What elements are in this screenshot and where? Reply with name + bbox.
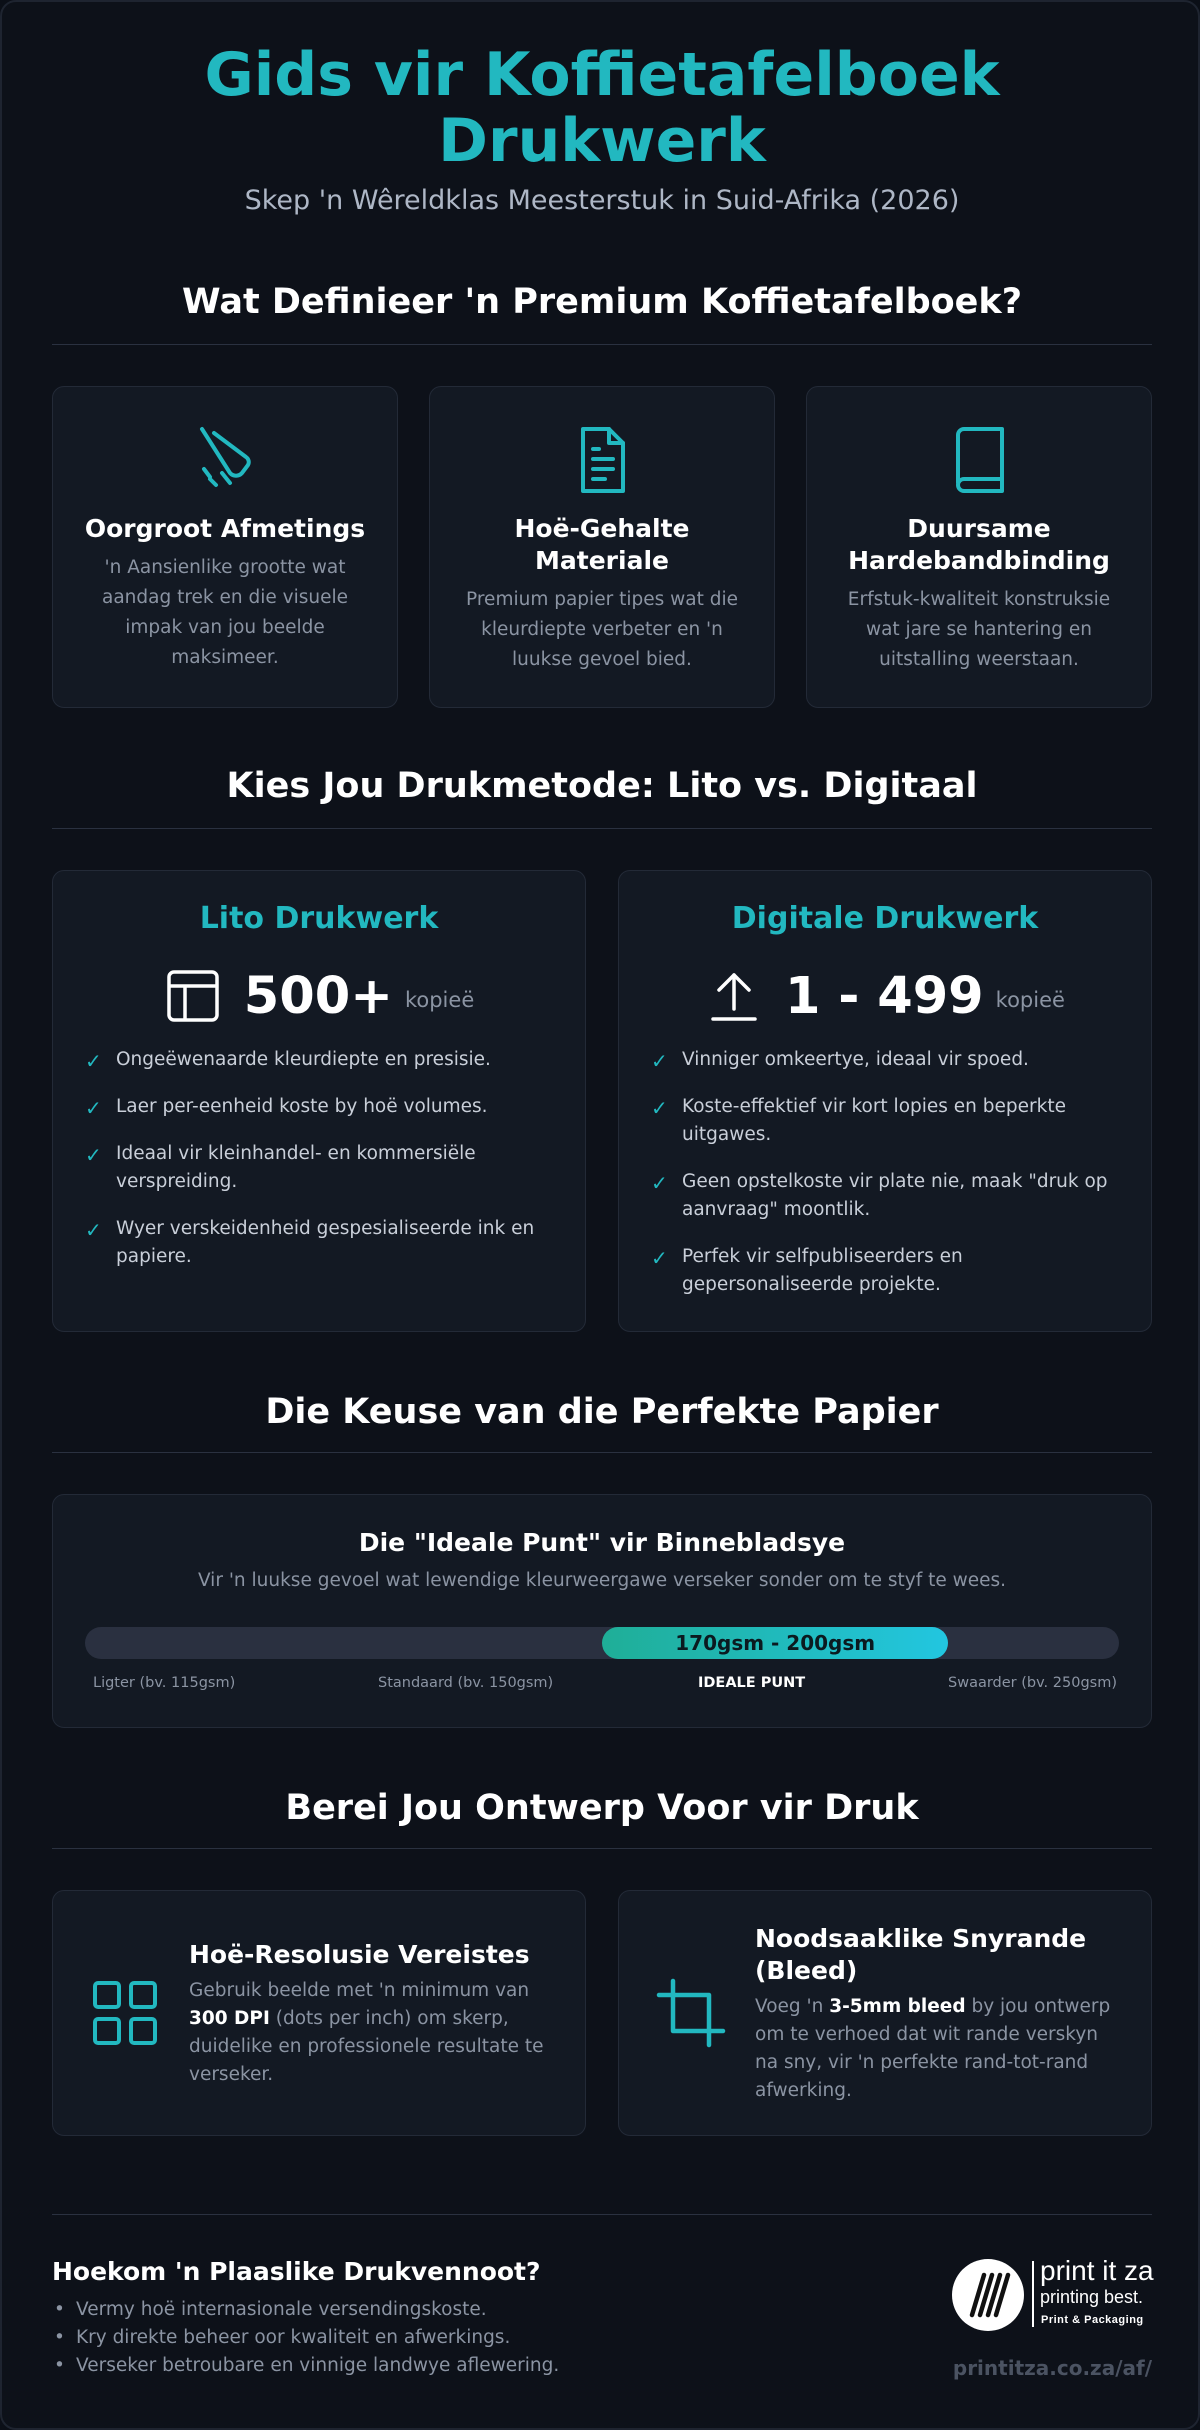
list-item-text: Ideaal vir kleinhandel- en kommersiële verspreiding. (116, 1143, 476, 1192)
divider (52, 1452, 1152, 1453)
list-item (649, 1168, 1121, 1224)
check-icon: ✓ (651, 1246, 668, 1270)
list-item: • Vermy hoë internasionale versendingskoste. (52, 2296, 559, 2324)
litho-list (83, 1046, 555, 1290)
litho-count-row (53, 961, 585, 1031)
resolution-body (189, 1977, 555, 2089)
list-item-text: Geen opstelkoste vir plate nie, maak "druk op aanvraag" moontlik. (682, 1171, 1108, 1220)
resolution-title: Hoë-Resolusie Vereistes (189, 1940, 530, 1969)
body-bold: 300 DPI (189, 2008, 270, 2029)
divider (52, 344, 1152, 345)
page-subtitle: Skep 'n Wêreldklas Meesterstuk in Suid-Afrika (2026) (244, 185, 960, 216)
feature-card-binding (806, 386, 1152, 708)
check-icon: ✓ (651, 1049, 668, 1073)
list-item (649, 1093, 1121, 1149)
list-item (649, 1046, 1121, 1074)
crop-icon (655, 1977, 727, 2049)
check-icon: ✓ (85, 1143, 102, 1167)
litho-title: Lito Drukwerk (199, 901, 439, 936)
ideal-range-bar: 170gsm - 200gsm (602, 1627, 948, 1659)
check-icon: ✓ (651, 1171, 668, 1195)
bleed-body (755, 1993, 1121, 2105)
logo-divider (1032, 2261, 1034, 2327)
list-item (83, 1093, 555, 1121)
bleed-text (755, 1923, 1121, 2105)
resolution-text (189, 1939, 555, 2089)
document-icon (563, 421, 641, 499)
resolution-card (52, 1890, 586, 2136)
body-text: by jou ontwerp om te verhoed dat wit rande verskyn na sny, vir 'n perfekte rand-tot-rand afwerking. (755, 1996, 1111, 2101)
list-item (83, 1215, 555, 1271)
digital-count: 1 - 499 (785, 966, 984, 1026)
footer-list (52, 2296, 559, 2380)
feature-title: Oorgroot Afmetings (84, 514, 366, 543)
logo-wordmark: print it za (1040, 2255, 1154, 2286)
list-item-text: Ongeëwenaarde kleurdiepte en presisie. (116, 1049, 491, 1070)
feature-desc: Premium papier tipes wat die kleurdiepte verbeter en 'n luukse gevoel bied. (466, 589, 738, 670)
prep-heading: Berei Jou Ontwerp Voor vir Druk (285, 1788, 919, 1828)
check-icon: ✓ (85, 1049, 102, 1073)
upload-icon (705, 967, 763, 1025)
paper-card (52, 1494, 1152, 1728)
check-icon: ✓ (651, 1096, 668, 1120)
scale-label-heavier: Swaarder (bv. 250gsm) (948, 1675, 1117, 1691)
footer-heading: Hoekom 'n Plaaslike Drukvennoot? (52, 2257, 541, 2286)
methods-heading: Kies Jou Drukmetode: Lito vs. Digitaal (226, 766, 978, 806)
list-item-text: Perfek vir selfpubliseerders en gepersonaliseerde projekte. (682, 1246, 963, 1295)
body-bold: 3-5mm bleed (829, 1996, 966, 2017)
litho-card (52, 870, 586, 1332)
divider (52, 2214, 1152, 2215)
logo-tagline: printing best. (1040, 2287, 1144, 2307)
book-icon (940, 421, 1018, 499)
list-item (649, 1243, 1121, 1299)
check-icon: ✓ (85, 1096, 102, 1120)
list-item (83, 1140, 555, 1196)
title-line-1: Gids vir Koffietafelboek (204, 40, 1000, 110)
body-text: (dots per inch) om skerp, duidelike en professionele resultate te verseker. (189, 2008, 544, 2085)
bleed-title: Noodsaaklike Snyrande (Bleed) (755, 1924, 1087, 1985)
list-item: • Verseker betroubare en vinnige landwye aflewering. (52, 2352, 559, 2380)
feature-title: Duursame Hardebandbinding (848, 514, 1110, 575)
grid-icon (89, 1977, 161, 2049)
digital-list (649, 1046, 1121, 1318)
logo-subline: Print & Packaging (1041, 2314, 1144, 2326)
paper-heading: Die Keuse van die Perfekte Papier (265, 1392, 939, 1432)
divider (52, 828, 1152, 829)
pen-ruler-icon (186, 421, 264, 499)
logo-stripes-icon (952, 2259, 1024, 2331)
scale-label-lighter: Ligter (bv. 115gsm) (93, 1675, 236, 1691)
divider (52, 1848, 1152, 1849)
litho-count: 500+ (243, 966, 393, 1026)
litho-unit: kopieë (404, 988, 475, 1012)
title-line-2: Drukwerk (438, 106, 766, 176)
website-link[interactable]: printitza.co.za/af/ (952, 2356, 1152, 2380)
list-item-text: Wyer verskeidenheid gespesialiseerde ink en papiere. (116, 1218, 535, 1267)
body-text: Voeg 'n (755, 1996, 830, 2017)
paper-card-subtitle: Vir 'n luukse gevoel wat lewendige kleurweergawe verseker sonder om te styf te wees. (197, 1570, 1007, 1591)
feature-card-materials (429, 386, 775, 708)
print-it-za-logo (952, 2257, 1152, 2337)
page-title (52, 42, 1152, 174)
body-text: Gebruik beelde met 'n minimum van (189, 1980, 530, 2001)
list-item-text: Koste-effektief vir kort lopies en beperkte uitgawes. (682, 1096, 1066, 1145)
list-item (83, 1046, 555, 1074)
logo-mark-icon (952, 2259, 1024, 2331)
bleed-card (618, 1890, 1152, 2136)
feature-card-size (52, 386, 398, 708)
feature-title: Hoë-Gehalte Materiale (514, 514, 690, 575)
list-item-text: Vinniger omkeertye, ideaal vir spoed. (682, 1049, 1029, 1070)
list-item-text: Laer per-eenheid koste by hoë volumes. (116, 1096, 488, 1117)
list-item: • Kry direkte beheer oor kwaliteit en afwerkings. (52, 2324, 559, 2352)
premium-heading: Wat Definieer 'n Premium Koffietafelboek? (181, 282, 1023, 322)
layout-icon (164, 967, 222, 1025)
check-icon: ✓ (85, 1218, 102, 1242)
digital-title: Digitale Drukwerk (731, 901, 1039, 936)
paper-card-title: Die "Ideale Punt" vir Binnebladsye (358, 1528, 846, 1557)
digital-card (618, 870, 1152, 1332)
feature-desc: Erfstuk-kwaliteit konstruksie wat jare se hantering en uitstalling weerstaan. (847, 589, 1111, 670)
feature-desc: 'n Aansienlike grootte wat aandag trek en die visuele impak van jou beelde maksimeer. (101, 557, 349, 668)
scale-label-standard: Standaard (bv. 150gsm) (378, 1675, 554, 1691)
paper-weight-scale (85, 1627, 1119, 1659)
scale-label-ideal: IDEALE PUNT (698, 1675, 806, 1691)
digital-count-row (619, 961, 1151, 1031)
digital-unit: kopieë (995, 988, 1065, 1012)
